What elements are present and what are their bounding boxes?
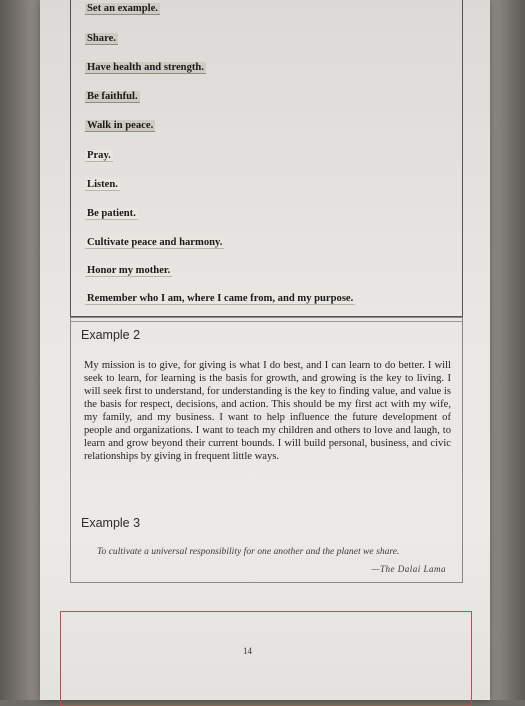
list-item: Honor my mother. xyxy=(87,265,171,276)
list-item: Set an example. xyxy=(87,3,158,14)
example-1-box xyxy=(70,0,463,317)
example-3-quote: To cultivate a universal responsibility for one another and the planet we share. xyxy=(97,546,400,557)
list-item: Walk in peace. xyxy=(87,120,154,131)
list-item: Be patient. xyxy=(87,208,136,219)
list-item: Pray. xyxy=(87,150,111,161)
example-2-heading: Example 2 xyxy=(81,328,141,342)
list-item: Remember who I am, where I came from, and my purpose. xyxy=(87,293,354,304)
list-item: Share. xyxy=(87,33,116,44)
book-page xyxy=(40,0,490,700)
next-section-box xyxy=(60,611,472,706)
example-2-paragraph: My mission is to give, for giving is what I do best, and I can learn to do better. I will seek to learn, for learning is the basis for growth, and growing is the key to living. I will seek first to understand, for understanding is the key to finding value, and value is the basis for respect, decisions, and action. This should be my first act with my wife, my family, and my business. I want to help influence the future development of people and organizations. I want to teach my children and others to love and laugh, to learn and grow beyond their current bounds. I will build personal, business, and civic relationships by giving in frequent little ways. xyxy=(84,360,451,462)
example-3-heading: Example 3 xyxy=(81,516,141,530)
quote-attribution: —The Dalai Lama xyxy=(371,564,446,574)
list-item: Cultivate peace and harmony. xyxy=(87,237,223,248)
list-item: Have health and strength. xyxy=(87,62,204,73)
list-item: Listen. xyxy=(87,179,118,190)
examples-box xyxy=(70,317,463,583)
page-number: 14 xyxy=(243,646,252,656)
box-divider xyxy=(71,321,462,322)
list-item: Be faithful. xyxy=(87,91,138,102)
